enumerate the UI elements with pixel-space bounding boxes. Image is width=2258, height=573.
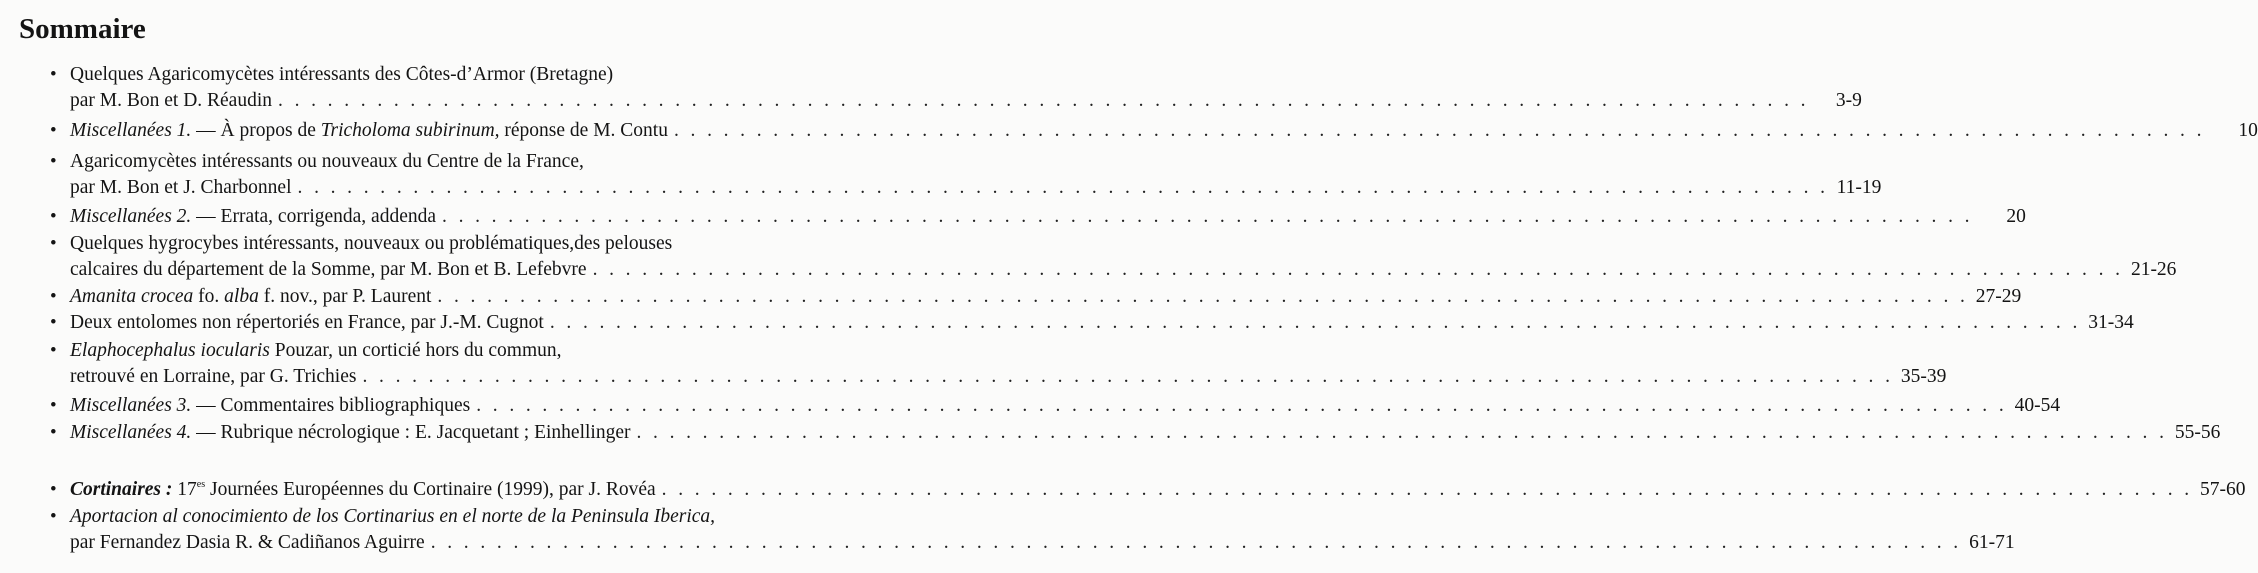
entry-title: Miscellanées 2. — Errata, corrigenda, addenda	[70, 206, 437, 227]
dot-leader: . . . . . . . . . . . . . . . . . . . . . . . . . . . . . . . . . . . . . . . . . . . . . . . . . . . . . . . . . . . . . . . . . . . . . . . . . . . . . . . . . . . . . . . . . . . . .	[430, 532, 1962, 553]
page-range: 27-29	[1975, 286, 2022, 307]
dot-leader: . . . . . . . . . . . . . . . . . . . . . . . . . . . . . . . . . . . . . . . . . . . . . . . . . . . . . . . . . . . . . . . . . . . . . . . . . . . . . . . . . . . . . . . . . . . . .	[362, 366, 1894, 387]
page-range: 35-39	[1900, 366, 1947, 387]
dot-leader: . . . . . . . . . . . . . . . . . . . . . . . . . . . . . . . . . . . . . . . . . . . . . . . . . . . . . . . . . . . . . . . . . . . . . . . . . . . . . . . . . . . . . . . . . . . . .	[636, 422, 2168, 443]
page-range: 57-60	[2200, 479, 2246, 500]
entry-title: Aportacion al conocimiento de los Cortinarius en el norte de la Peninsula Iberica,	[70, 506, 716, 527]
page-range: 55-56	[2174, 422, 2221, 443]
bullet: •	[50, 64, 57, 85]
series-title: Miscellanées 3.	[70, 395, 192, 416]
series-title: Miscellanées 2.	[70, 206, 192, 227]
entry-authors: par M. Bon et D. Réaudin	[70, 90, 273, 111]
dot-leader: . . . . . . . . . . . . . . . . . . . . . . . . . . . . . . . . . . . . . . . . . . . . . . . . . . . . . . . . . . . . . . . . . . . . . . . . . . . . . . . . . . . . . . . . . . . . .	[297, 177, 1829, 198]
bullet: •	[50, 151, 57, 172]
dot-leader: . . . . . . . . . . . . . . . . . . . . . . . . . . . . . . . . . . . . . . . . . . . . . . . . . . . . . . . . . . . . . . . . . . . . . . . . . . . . . . . . . . . . . . . . . . . . .	[437, 286, 1969, 307]
bullet: •	[50, 340, 57, 361]
taxon-name: Elaphocephalus iocularis	[70, 340, 270, 361]
entry-authors: calcaires du département de la Somme, par M. Bon et B. Lefebvre	[70, 259, 587, 280]
bullet: •	[50, 120, 57, 141]
taxon-name: Tricholoma subirinum,	[320, 120, 500, 141]
entry-title: Amanita crocea fo. alba f. nov., par P. Laurent	[70, 286, 432, 307]
page-range: 40-54	[2014, 395, 2061, 416]
dot-leader: . . . . . . . . . . . . . . . . . . . . . . . . . . . . . . . . . . . . . . . . . . . . . . . . . . . . . . . . . . . . . . . . . . . . . . . . . . . . . . . . . . . . . . . . . . . . .	[442, 206, 1973, 227]
dot-leader: . . . . . . . . . . . . . . . . . . . . . . . . . . . . . . . . . . . . . . . . . . . . . . . . . . . . . . . . . . . . . . . . . . . . . . . . . . . . . . . . . . . . . . . . . . . . .	[673, 120, 2205, 141]
page-range: 11-19	[1836, 177, 1882, 198]
dot-leader: . . . . . . . . . . . . . . . . . . . . . . . . . . . . . . . . . . . . . . . . . . . . . . . . . . . . . . . . . . . . . . . . . . . . . . . . . . . . . . . . . . . . . . . . . . . . .	[476, 395, 2008, 416]
series-title: Miscellanées 1.	[70, 120, 192, 141]
bullet: •	[50, 312, 57, 333]
page-range: 31-34	[2088, 312, 2134, 333]
bullet: •	[50, 206, 57, 227]
entry-title: Cortinaires : $17^{es}$ Journées Européennes du Cortinaire (1999), par J. Rovéa	[70, 479, 656, 500]
bullet: •	[50, 506, 57, 527]
entry-authors: par M. Bon et J. Charbonnel	[70, 177, 292, 198]
page-title: Sommaire	[19, 13, 146, 45]
form-name: alba	[224, 286, 259, 307]
bullet: •	[50, 422, 57, 443]
dot-leader: . . . . . . . . . . . . . . . . . . . . . . . . . . . . . . . . . . . . . . . . . . . . . . . . . . . . . . . . . . . . . . . . . . . . . . . . . . . . . . . . . . . . . . . . . . . . .	[549, 312, 2081, 333]
series-title: Miscellanées 4.	[70, 422, 192, 443]
bullet: •	[50, 233, 57, 254]
section-label: Cortinaires :	[70, 479, 173, 500]
entry-authors: retrouvé en Lorraine, par G. Trichies	[70, 366, 357, 387]
bullet: •	[50, 395, 57, 416]
entry-title: Agaricomycètes intéressants ou nouveaux du Centre de la France,	[70, 151, 584, 172]
entry-title: Quelques Agaricomycètes intéressants des Côtes-d’Armor (Bretagne)	[70, 64, 614, 85]
page-range: 20	[2006, 206, 2026, 227]
entry-title: Miscellanées 4. — Rubrique nécrologique : E. Jacquetant ; Einhellinger	[70, 422, 631, 443]
page-range: 21-26	[2130, 259, 2177, 280]
dot-leader: . . . . . . . . . . . . . . . . . . . . . . . . . . . . . . . . . . . . . . . . . . . . . . . . . . . . . . . . . . . . . . . . . . . . . . . . . . . . . . . . . . . . . . . . . . . . .	[592, 259, 2124, 280]
dot-leader: . . . . . . . . . . . . . . . . . . . . . . . . . . . . . . . . . . . . . . . . . . . . . . . . . . . . . . . . . . . . . . . . . . . . . . . . . . . . . . . . . . . . . . . . . . . . .	[661, 479, 2193, 500]
page-range: 61-71	[1969, 532, 2015, 553]
entry-title: Miscellanées 1. — À propos de Tricholoma subirinum, réponse de M. Contu	[70, 120, 668, 141]
bullet: •	[50, 286, 57, 307]
entry-title: Miscellanées 3. — Commentaires bibliographiques	[70, 395, 471, 416]
entry-title: Quelques hygrocybes intéressants, nouveaux ou problématiques,des pelouses	[70, 233, 673, 254]
entry-title: Elaphocephalus iocularis Pouzar, un corticié hors du commun,	[70, 340, 562, 361]
page-range: 10	[2238, 120, 2258, 141]
dot-leader: . . . . . . . . . . . . . . . . . . . . . . . . . . . . . . . . . . . . . . . . . . . . . . . . . . . . . . . . . . . . . . . . . . . . . . . . . . . . . . . . . . . . . . . . . . . . .	[278, 90, 1809, 111]
bullet: •	[50, 479, 57, 500]
taxon-name: Amanita crocea	[70, 286, 194, 307]
entry-authors: par Fernandez Dasia R. & Cadiñanos Aguirre	[70, 532, 425, 553]
entry-title: Deux entolomes non répertoriés en France, par J.-M. Cugnot	[70, 312, 544, 333]
page-range: 3-9	[1835, 90, 1862, 111]
